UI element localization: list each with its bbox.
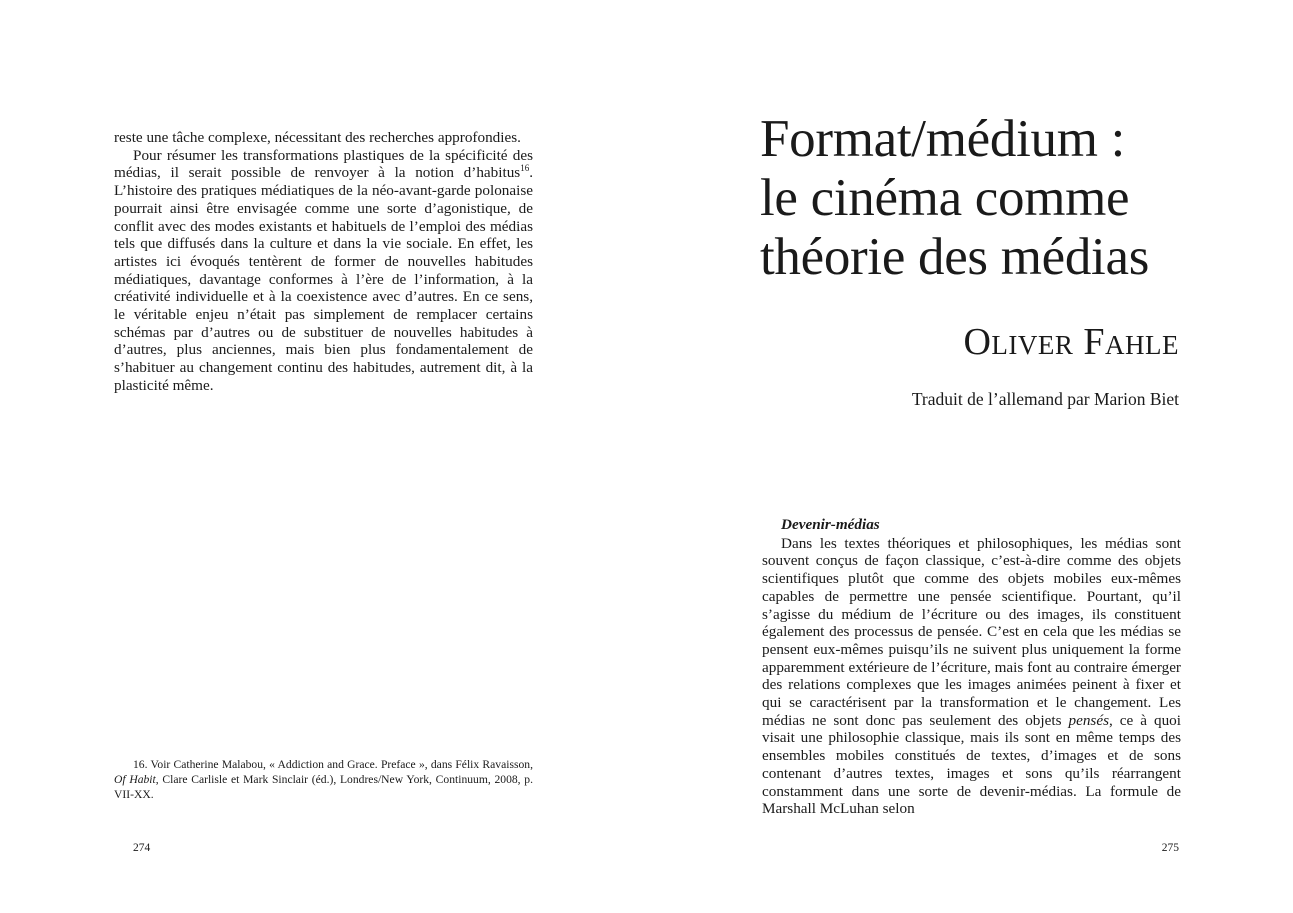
author-name: Oliver Fahle [963,321,1179,363]
right-body-text [762,516,1181,818]
title-line-1: Format/médium : [760,110,1125,168]
section-heading: Devenir-médias [781,516,880,533]
page-number-right: 275 [1161,842,1179,854]
devenir-medias-paragraph [762,535,1181,818]
continuation-paragraph: reste une tâche complexe, nécessitant des recherches approfondies. [114,129,521,146]
footnote [114,757,533,802]
left-body-text [114,129,533,395]
habitus-text-end: . L’histoire des pratiques médiatiques de la néo-avant-garde polonaise pourrait ainsi être envisagée comme une sorte d’agonistique, de conflit avec des modes existants et habituels de l’emploi des médias tels que diffusés dans la culture et dans la vie sociale. En effet, les artistes ici évoqués tentèrent de former de nouvelles habitudes médiatiques, davantage conformes à l’ère de l’information, à la créativité individuelle et à la coexistence avec d’autres. En ce sens, le véritable enjeu n’était pas simplement de remplacer certains schémas par d’autres ou de substituer de nouvelles habitudes à d’autres, plus anciennes, mais bien plus fondamentalement de s’habituer au changement continu des habitudes, autrement dit, à la plasticité même. [114,164,533,394]
habitus-paragraph [114,147,533,395]
emphasis-penses: pensés [1068,711,1109,729]
translator-credit: Traduit de l’allemand par Marion Biet [911,389,1179,409]
footnote-text-start: 16. Voir Catherine Malabou, « Addiction and Grace. Preface », dans Félix Ravaisson, [133,758,533,771]
right-page [646,0,1293,913]
footnote-marker[interactable]: 16 [520,163,530,174]
footnote-text-end: , Clare Carlisle et Mark Sinclair (éd.), Londres/New York, Continuum, 2008, p. VII-XX. [114,773,534,801]
left-page [0,0,646,913]
footnote-16 [114,757,533,802]
page-number-left: 274 [133,842,151,854]
paragraph-text-start: Dans les textes théoriques et philosophiques, les médias sont souvent conçus de façon classique, c’est-à-dire comme des objets scientifiques plutôt que comme des objets mobiles eux-mêmes capables de permettre une pensée scientifique. Pourtant, qu’il s’agisse du médium de l’écriture ou des images, ils constituent également des processus de pensée. C’est en cela que les médias se pensent eux-mêmes puisqu’ils ne suivent plus uniquement la forme apparemment extérieure de l’écriture, mais font au contraire émerger des relations complexes que les images animées peinent à fixer et qui se caractérisent par la transformation et le changement. Les médias ne sont donc pas seulement des objets [762,534,1181,729]
title-line-3: théorie des médias [760,228,1150,286]
paragraph-text-end: , ce à quoi visait une philosophie classique, mais ils sont en même temps des ensembles mobiles constitués de textes, d’images et de sons contenant d’autres textes, images et sons qu’ils réarrangent constamment dans une sorte de devenir-médias. La formule de Marshall McLuhan selon [762,711,1181,818]
chapter-title [760,110,1190,287]
habitus-text-start: Pour résumer les transformations plastiques de la spécificité des médias, il serait possible de renvoyer à la notion d’habitus [114,146,533,182]
title-line-2: le cinéma comme [760,169,1130,227]
footnote-book-title: Of Habit [114,773,156,786]
